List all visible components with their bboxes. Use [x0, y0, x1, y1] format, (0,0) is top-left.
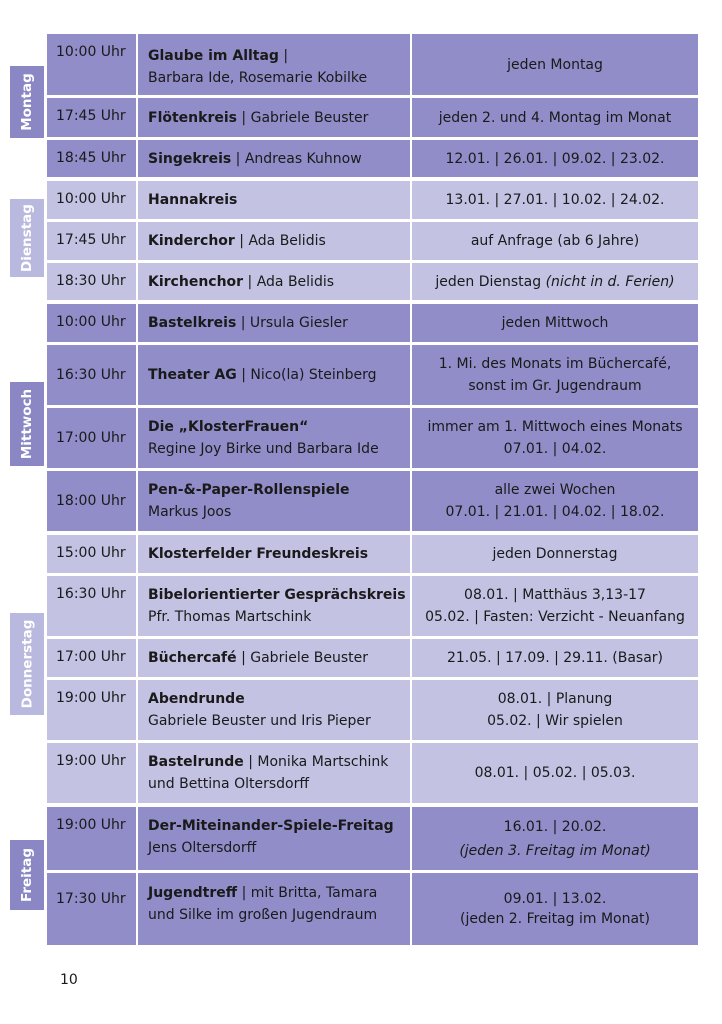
day-label-mittwoch: Mittwoch	[10, 382, 44, 466]
schedule-cell: 09.01. | 13.02. (jeden 2. Freitag im Monat)	[412, 873, 698, 945]
time-cell: 18:00 Uhr	[47, 471, 136, 531]
time-cell: 17:00 Uhr	[47, 639, 136, 677]
schedule-cell: 08.01. | Matthäus 3,13-17 05.02. | Fasten: Verzicht - Neuanfang	[412, 576, 698, 636]
schedule-cell: jeden 2. und 4. Montag im Monat	[412, 98, 698, 137]
schedule-cell: 16.01. | 20.02. (jeden 3. Freitag im Monat)	[412, 807, 698, 870]
event-cell: Flötenkreis | Gabriele Beuster	[138, 98, 410, 137]
event-cell: Kinderchor | Ada Belidis	[138, 222, 410, 260]
table-row	[47, 807, 698, 870]
time-cell: 10:00 Uhr	[47, 34, 136, 95]
table-row	[47, 408, 698, 468]
table-row	[47, 263, 698, 300]
table-row	[47, 34, 698, 95]
event-cell: Bastelkreis | Ursula Giesler	[138, 304, 410, 342]
day-label-freitag: Freitag	[10, 840, 44, 910]
event-cell: Bastelrunde | Monika Martschink und Bettina Oltersdorff	[138, 743, 410, 803]
table-row	[47, 680, 698, 740]
event-cell: Glaube im Alltag | Barbara Ide, Rosemarie Kobilke	[138, 34, 410, 95]
event-cell: Abendrunde Gabriele Beuster und Iris Pieper	[138, 680, 410, 740]
table-row	[47, 639, 698, 677]
table-row	[47, 743, 698, 803]
schedule-cell: 12.01. | 26.01. | 09.02. | 23.02.	[412, 140, 698, 177]
schedule-cell: alle zwei Wochen 07.01. | 21.01. | 04.02. | 18.02.	[412, 471, 698, 531]
event-cell: Der-Miteinander-Spiele-Freitag Jens Oltersdorff	[138, 807, 410, 870]
time-cell: 17:45 Uhr	[47, 222, 136, 260]
event-cell: Die „KlosterFrauen“ Regine Joy Birke und Barbara Ide	[138, 408, 410, 468]
event-cell: Singekreis | Andreas Kuhnow	[138, 140, 410, 177]
event-cell: Theater AG | Nico(la) Steinberg	[138, 345, 410, 405]
schedule-cell: jeden Montag	[412, 34, 698, 95]
schedule-cell: auf Anfrage (ab 6 Jahre)	[412, 222, 698, 260]
time-cell: 16:30 Uhr	[47, 576, 136, 636]
time-cell: 17:30 Uhr	[47, 873, 136, 945]
day-label-donnerstag: Donnerstag	[10, 613, 44, 715]
event-cell: Kirchenchor | Ada Belidis	[138, 263, 410, 300]
schedule-cell: 08.01. | 05.02. | 05.03.	[412, 743, 698, 803]
time-cell: 18:30 Uhr	[47, 263, 136, 300]
table-row	[47, 222, 698, 260]
day-label-dienstag: Dienstag	[10, 199, 44, 277]
table-row	[47, 181, 698, 219]
time-cell: 19:00 Uhr	[47, 743, 136, 803]
table-row	[47, 471, 698, 531]
schedule-cell: 1. Mi. des Monats im Büchercafé, sonst im Gr. Jugendraum	[412, 345, 698, 405]
table-row	[47, 873, 698, 945]
schedule-cell: jeden Donnerstag	[412, 535, 698, 573]
time-cell: 16:30 Uhr	[47, 345, 136, 405]
event-cell: Büchercafé | Gabriele Beuster	[138, 639, 410, 677]
event-cell: Hannakreis	[138, 181, 410, 219]
event-cell: Pen-&-Paper-Rollenspiele Markus Joos	[138, 471, 410, 531]
time-cell: 18:45 Uhr	[47, 140, 136, 177]
day-label-montag: Montag	[10, 66, 44, 138]
time-cell: 10:00 Uhr	[47, 304, 136, 342]
schedule-cell: jeden Mittwoch	[412, 304, 698, 342]
table-row	[47, 304, 698, 342]
time-cell: 10:00 Uhr	[47, 181, 136, 219]
schedule-cell: jeden Dienstag (nicht in d. Ferien)	[412, 263, 698, 300]
time-cell: 19:00 Uhr	[47, 807, 136, 870]
table-row	[47, 576, 698, 636]
schedule-cell: 08.01. | Planung 05.02. | Wir spielen	[412, 680, 698, 740]
table-row	[47, 535, 698, 573]
schedule-cell: 21.05. | 17.09. | 29.11. (Basar)	[412, 639, 698, 677]
schedule-cell: immer am 1. Mittwoch eines Monats 07.01. | 04.02.	[412, 408, 698, 468]
event-cell: Klosterfelder Freundeskreis	[138, 535, 410, 573]
time-cell: 17:45 Uhr	[47, 98, 136, 137]
time-cell: 19:00 Uhr	[47, 680, 136, 740]
event-cell: Jugendtreff | mit Britta, Tamara und Silke im großen Jugendraum	[138, 873, 410, 945]
table-row	[47, 345, 698, 405]
schedule-cell: 13.01. | 27.01. | 10.02. | 24.02.	[412, 181, 698, 219]
table-row	[47, 98, 698, 137]
time-cell: 17:00 Uhr	[47, 408, 136, 468]
event-cell: Bibelorientierter Gesprächskreis Pfr. Thomas Martschink	[138, 576, 410, 636]
page-number: 10	[60, 972, 78, 988]
table-row	[47, 140, 698, 177]
time-cell: 15:00 Uhr	[47, 535, 136, 573]
